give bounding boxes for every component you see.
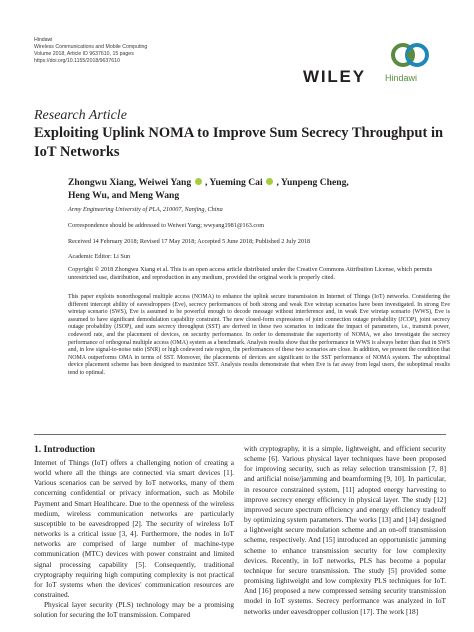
section-heading: 1. Introduction bbox=[34, 445, 96, 455]
volume-info: Volume 2018, Article ID 9637610, 15 pages bbox=[34, 51, 134, 58]
copyright-notice: Copyright © 2018 Zhongwu Xiang et al. This is an open access article distributed under the Creative Commons Attribution License, which permits unrestricted use, distribution, and reproduction in any medium, provided the original work is properly cited. bbox=[68, 266, 433, 281]
right-column bbox=[244, 444, 446, 617]
paragraph: with cryptography, it is a simple, lightweight, and efficient security scheme [6]. Various physical layer techniques have been proposed for improving security, such as relay selection transmission [7, 8] and artificial noise/jamming and beamforming [9, 10]. In particular, in resource constrained system, [11] adopted energy harvesting to improve secrecy energy efficiency in physical layer. The study [12] improved secure spectrum efficiency and energy efficiency tradeoff by optimizing system parameters. The works [13] and [14] designed a lightweight secure modulation scheme and an on-off transmission scheme, respectively. And [15] introduced an opportunistic jamming scheme to enhance transmission security for low complexity devices. Recently, in IoT networks, PLS has become a popular technique for secure transmission. The study [5] provided some promising lightweight and low complexity PLS techniques for IoT. And [16] proposed a new compressed sensing security transmission model in IoT systems. Secrecy performance was analyzed in IoT networks under eavesdropper collusion [17]. The work [18] bbox=[244, 444, 446, 616]
article-dates: Received 14 February 2018; Revised 17 May 2018; Accepted 5 June 2018; Published 2 July 2018 bbox=[68, 238, 311, 245]
publisher-name: Hindawi bbox=[34, 37, 53, 43]
article-title: Exploiting Uplink NOMA to Improve Sum Secrecy Throughput in IoT Networks bbox=[34, 125, 444, 160]
section-divider bbox=[34, 434, 446, 435]
author-list bbox=[68, 177, 448, 202]
correspondence: Correspondence should be addressed to Weiwei Yang; wwyang1981@163.com bbox=[68, 222, 265, 229]
publication-info bbox=[34, 37, 147, 65]
academic-editor: Academic Editor: Li Sun bbox=[68, 253, 131, 260]
author-names-c: , Yunpeng Cheng, bbox=[276, 177, 349, 188]
paragraph: Physical layer security (PLS) technology may be a promising solution for securing the IoT transmission. Compared bbox=[34, 600, 234, 620]
abstract: This paper exploits nonorthogonal multiple access (NOMA) to enhance the uplink secure transmission in Internet of Things (IoT) networks. Considering the different intercept ability of eavesdroppers (Eve), secrecy performances of both strong and weak Eve wiretap scenarios have been investigated. In strong Eve wiretap scenario (SWS), Eve is assumed to be powerful enough to decode message without interference and, in weak Eve wiretap scenario (WWS), Eve is assumed to have significant demodulation capability constraint. The new closed-form expressions of joint connection outage probability (JCOP), joint secrecy outage probability (JSOP), and sum secrecy throughput (SST) are derived in these two scenarios to indicate the impact of parameters, i.e., transmit power, codeword rate, and the placement of devices, on security performance. In order to demonstrate the superiority of NOMA, we also investigate the secrecy performance of orthogonal multiple access (OMA) system as a benchmark. Analysis results show that the performance in WWS is always better than that in SWS and, in low signal-to-noise ratio (SNR) or high codeword rate region, the performances of these two scenarios are close. In addition, we present the condition that NOMA outperforms OMA in terms of SST. Moreover, the placements of devices are significant to the SST performance of NOMA system. The suboptimal device placement scheme has been designed to maximize SST. Analysis results demonstrate that when Eve is far away from legal users, the suboptimal results tend to optimal. bbox=[68, 294, 450, 376]
hindawi-logo-text: Hindawi bbox=[385, 73, 418, 83]
affiliation: Army Engineering University of PLA, 210007, Nanjing, China bbox=[68, 206, 223, 213]
author-line-1 bbox=[68, 177, 448, 190]
orcid-icon[interactable] bbox=[266, 178, 273, 185]
journal-name: Wireless Communications and Mobile Computing bbox=[34, 44, 148, 51]
article-type: Research Article bbox=[34, 108, 127, 123]
left-column bbox=[34, 458, 234, 621]
hindawi-logo-icon bbox=[391, 38, 431, 72]
author-line-2: Heng Wu, and Meng Wang bbox=[68, 189, 180, 201]
wiley-logo: WILEY bbox=[303, 67, 366, 86]
author-names-a: Zhongwu Xiang, Weiwei Yang bbox=[68, 177, 192, 188]
doi-link[interactable]: https://doi.org/10.1155/2018/9637610 bbox=[34, 58, 120, 65]
author-names-b: , Yueming Cai bbox=[204, 177, 263, 188]
paragraph: Internet of Things (IoT) offers a challenging notion of creating a world where all the things are connected via smart devices [1]. Various scenarios can be served by IoT networks, many of them concerning confidential or privacy information, such as Mobile Payment and Smart Healthcare. Due to the openness of the wireless medium, wireless communication networks are particularly susceptible to be eavesdropped [2]. The security of wireless IoT networks is a critical issue [3, 4]. Furthermore, the nodes in IoT networks are comprised of large number of machine-type communication (MTC) devices with power constraint and limited signal processing capability [5]. Consequently, traditional cryptography requiring high computing complexity is not practical for IoT systems when the devices' communication resources are constrained. bbox=[34, 458, 234, 600]
orcid-icon[interactable] bbox=[195, 178, 202, 185]
